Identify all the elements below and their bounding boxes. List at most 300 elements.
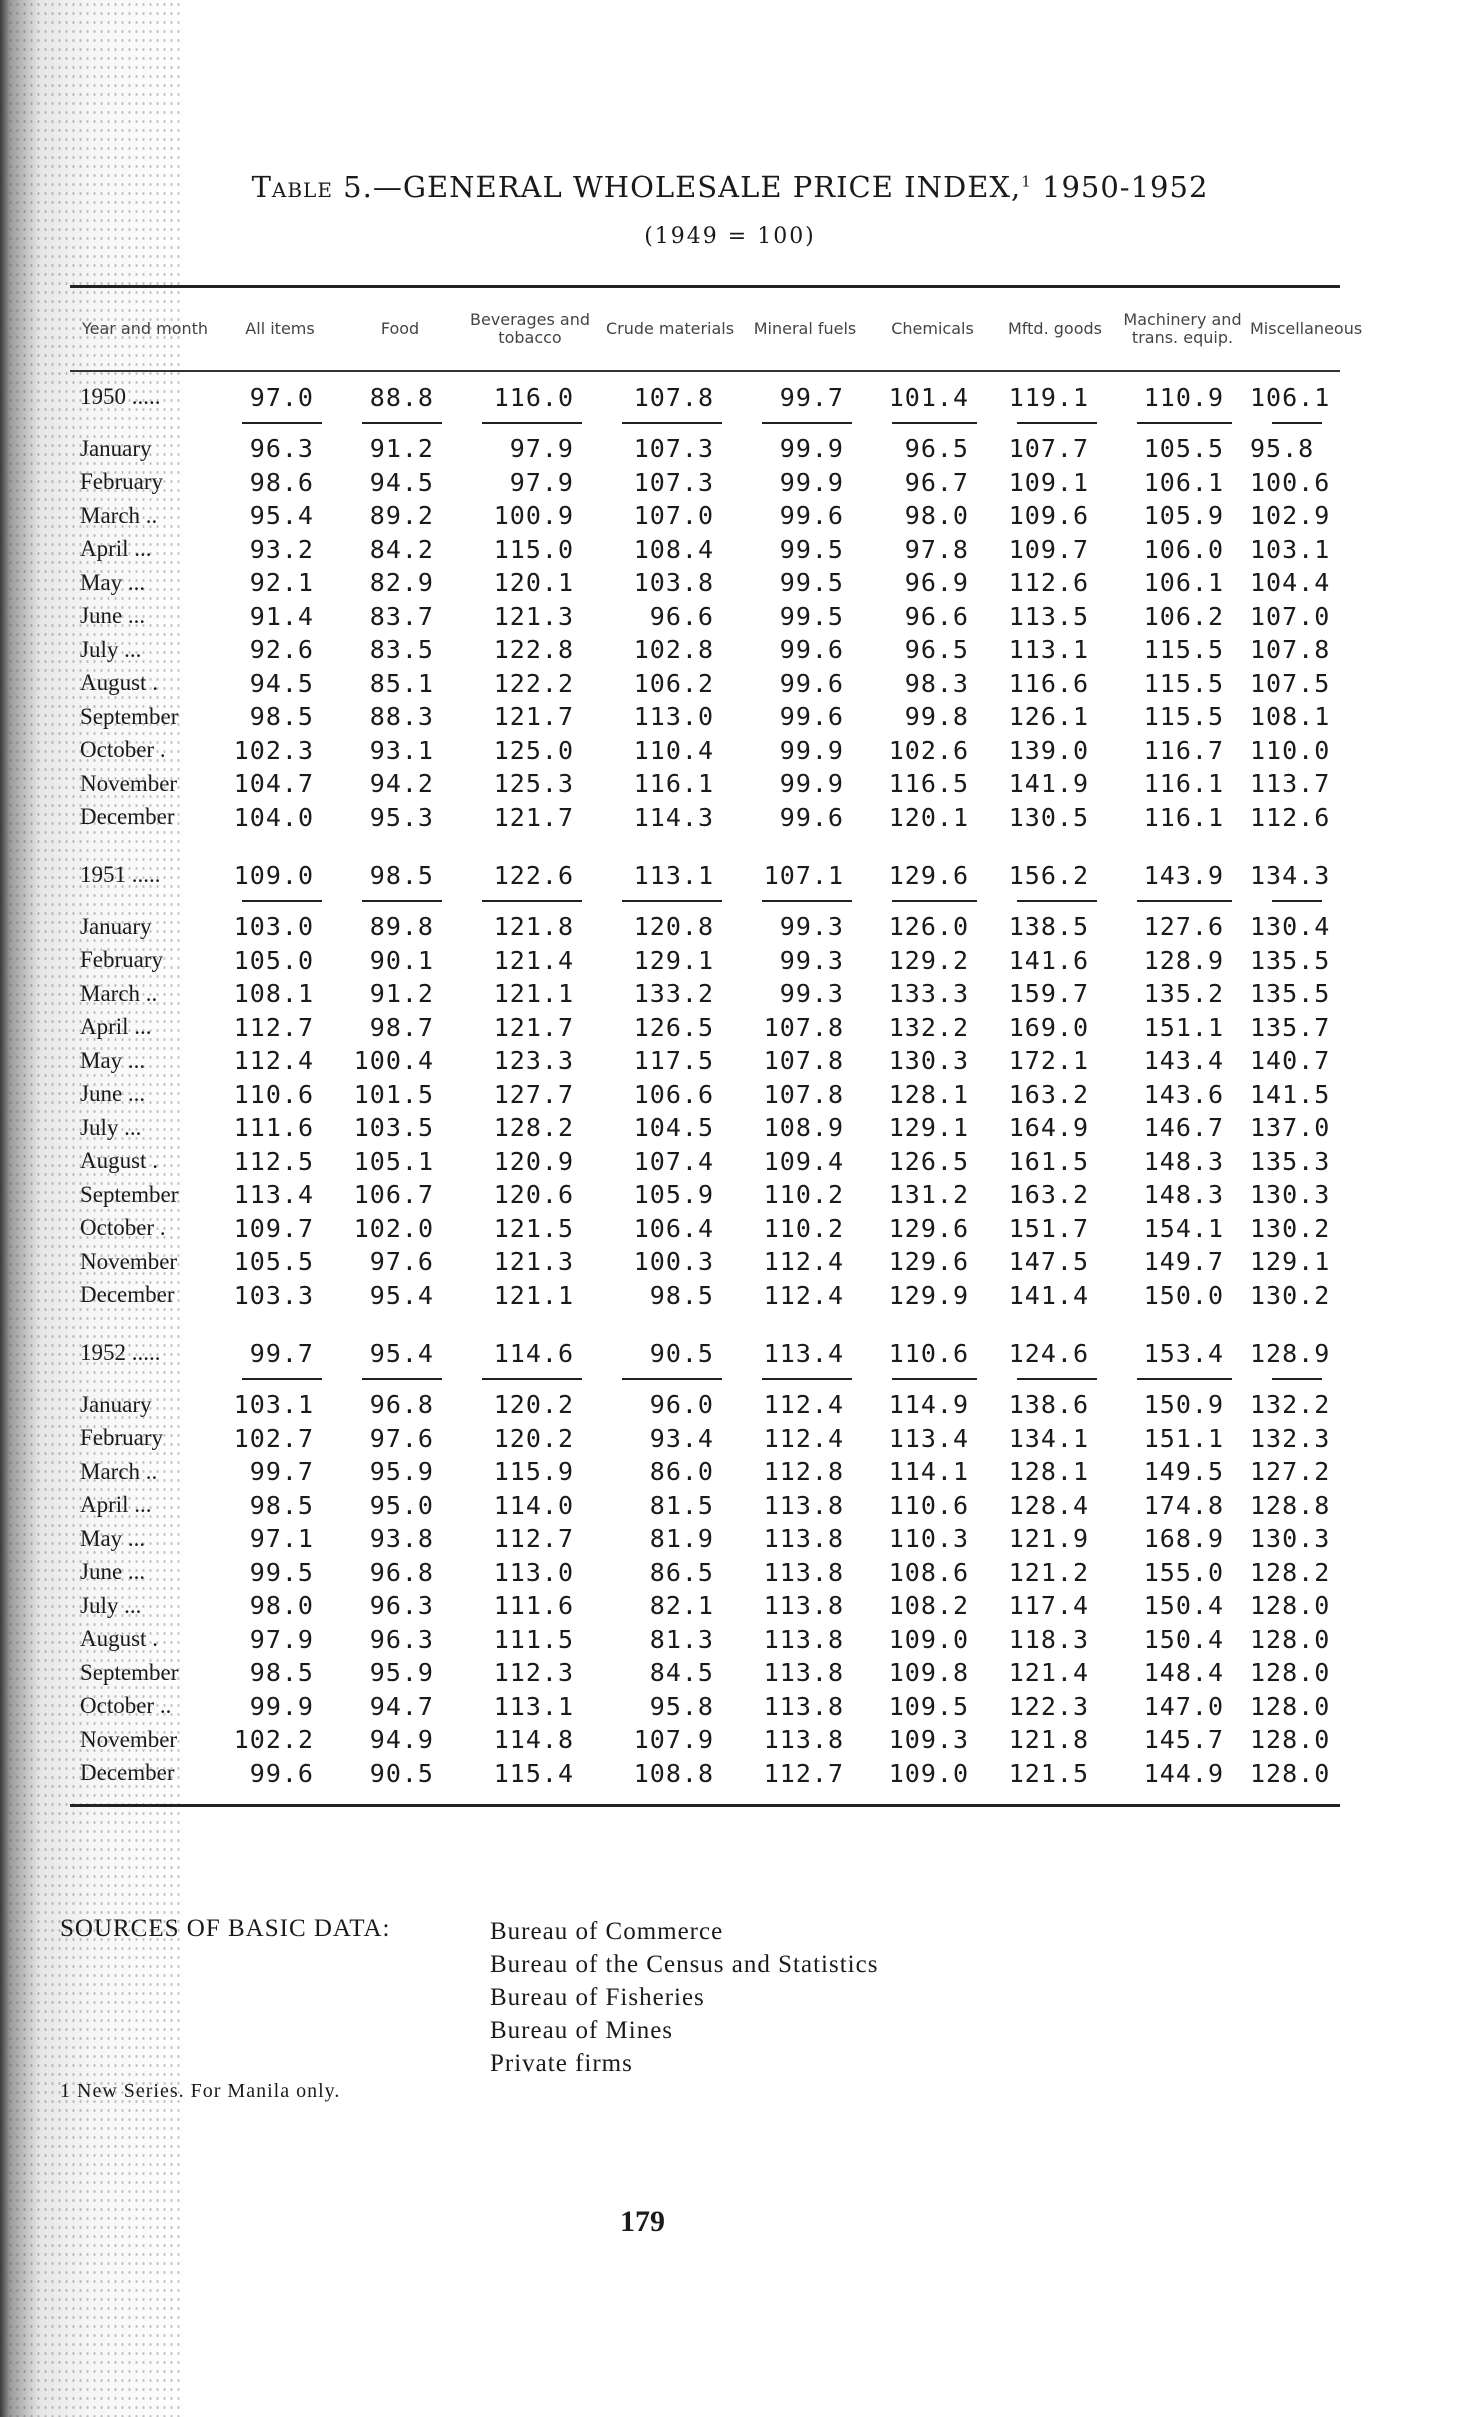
index-value: 135.7	[1250, 1012, 1331, 1042]
index-value: 97.9	[509, 467, 574, 497]
index-value: 96.5	[904, 635, 969, 665]
index-value: 127.7	[493, 1079, 574, 1109]
index-value: 82.9	[369, 568, 434, 598]
index-value: 120.2	[493, 1423, 574, 1453]
column-header: Machinery and trans. equip.	[1123, 310, 1242, 347]
index-value: 88.8	[369, 382, 434, 412]
index-value: 120.8	[633, 912, 714, 942]
index-value: 140.7	[1250, 1046, 1331, 1076]
index-value: 107.7	[1008, 434, 1089, 464]
index-value: 121.1	[493, 1280, 574, 1310]
sources-label: SOURCES OF BASIC DATA:	[60, 1915, 391, 1942]
column-header: Food	[380, 319, 420, 338]
index-value: 145.7	[1143, 1725, 1224, 1755]
index-value: 96.6	[904, 601, 969, 631]
month-row	[70, 1011, 1340, 1045]
base-period: (1949 = 100)	[644, 224, 816, 249]
month-row	[70, 566, 1340, 600]
row-label: May ...	[80, 569, 146, 595]
index-value: 128.1	[888, 1079, 969, 1109]
index-value: 105.0	[233, 945, 314, 975]
index-value: 130.4	[1250, 912, 1331, 942]
index-value: 101.5	[353, 1079, 434, 1109]
index-value: 96.8	[369, 1557, 434, 1587]
month-row	[70, 1078, 1340, 1112]
row-label: December	[80, 1282, 175, 1308]
index-value: 109.1	[1008, 467, 1089, 497]
row-label: August .	[80, 1148, 158, 1174]
index-value: 98.5	[249, 702, 314, 732]
index-value: 128.0	[1250, 1658, 1331, 1688]
underline-mark	[622, 900, 722, 902]
index-value: 163.2	[1008, 1079, 1089, 1109]
month-row	[70, 1623, 1340, 1657]
index-value: 104.0	[233, 802, 314, 832]
sources-list	[490, 1915, 878, 2080]
index-value: 110.6	[233, 1079, 314, 1109]
index-value: 109.0	[233, 860, 314, 890]
section-gap	[70, 834, 1340, 850]
row-label: May ...	[80, 1047, 146, 1073]
index-value: 126.1	[1008, 702, 1089, 732]
annual-underline	[70, 422, 1340, 432]
index-value: 147.0	[1143, 1691, 1224, 1721]
month-row	[70, 1656, 1340, 1690]
index-value: 99.9	[779, 769, 844, 799]
index-value: 99.8	[904, 702, 969, 732]
index-value: 91.2	[369, 979, 434, 1009]
month-row	[70, 600, 1340, 634]
underline-mark	[762, 422, 852, 424]
annual-underline	[70, 1378, 1340, 1388]
index-value: 112.6	[1008, 568, 1089, 598]
index-value: 115.9	[493, 1457, 574, 1487]
index-value: 97.1	[249, 1524, 314, 1554]
index-value: 149.7	[1143, 1247, 1224, 1277]
title-main: GENERAL WHOLESALE PRICE INDEX,	[402, 170, 1022, 204]
index-value: 88.3	[369, 702, 434, 732]
index-value: 93.4	[649, 1423, 714, 1453]
index-value: 114.0	[493, 1490, 574, 1520]
index-value: 93.2	[249, 534, 314, 564]
row-label: March ..	[80, 980, 158, 1006]
index-value: 95.4	[249, 501, 314, 531]
underline-mark	[892, 1378, 977, 1380]
section-gap	[70, 1312, 1340, 1328]
column-header: Year and month	[81, 319, 209, 338]
index-value: 129.1	[1250, 1247, 1331, 1277]
column-header: Beverages and tobacco	[469, 310, 591, 347]
index-value: 128.0	[1250, 1758, 1331, 1788]
index-value: 82.1	[649, 1591, 714, 1621]
index-value: 109.3	[888, 1725, 969, 1755]
index-value: 95.9	[369, 1457, 434, 1487]
title-years: 1950-1952	[1042, 170, 1209, 204]
index-value: 109.7	[1008, 534, 1089, 564]
index-value: 113.8	[763, 1658, 844, 1688]
index-value: 107.3	[633, 467, 714, 497]
row-label: September	[80, 703, 179, 729]
row-label: January	[80, 913, 152, 939]
index-value: 151.1	[1143, 1423, 1224, 1453]
index-value: 108.6	[888, 1557, 969, 1587]
index-value: 116.1	[1143, 769, 1224, 799]
column-header: Chemicals	[891, 319, 974, 338]
index-value: 106.4	[633, 1213, 714, 1243]
index-value: 104.5	[633, 1113, 714, 1143]
underline-mark	[242, 1378, 322, 1380]
month-row	[70, 1044, 1340, 1078]
month-row	[70, 1212, 1340, 1246]
index-value: 137.0	[1250, 1113, 1331, 1143]
underline-mark	[362, 900, 442, 902]
index-value: 84.2	[369, 534, 434, 564]
index-value: 123.3	[493, 1046, 574, 1076]
index-value: 108.8	[633, 1758, 714, 1788]
index-value: 141.5	[1250, 1079, 1331, 1109]
index-value: 128.0	[1250, 1725, 1331, 1755]
index-value: 133.3	[888, 979, 969, 1009]
index-value: 106.0	[1143, 534, 1224, 564]
month-row	[70, 910, 1340, 944]
index-value: 116.1	[1143, 802, 1224, 832]
month-row	[70, 533, 1340, 567]
table-body	[70, 372, 1340, 1790]
index-value: 114.8	[493, 1725, 574, 1755]
index-value: 135.5	[1250, 945, 1331, 975]
index-value: 96.0	[649, 1390, 714, 1420]
index-value: 96.3	[369, 1624, 434, 1654]
index-value: 110.9	[1143, 382, 1224, 412]
index-value: 132.3	[1250, 1423, 1331, 1453]
table-title	[205, 170, 1255, 204]
index-value: 153.4	[1143, 1338, 1224, 1368]
index-value: 113.8	[763, 1557, 844, 1587]
index-value: 121.8	[493, 912, 574, 942]
index-value: 112.3	[493, 1658, 574, 1688]
index-value: 143.4	[1143, 1046, 1224, 1076]
index-value: 106.6	[633, 1079, 714, 1109]
index-value: 138.5	[1008, 912, 1089, 942]
index-value: 99.5	[779, 568, 844, 598]
source-item: Private firms	[490, 2050, 633, 2077]
index-value: 113.7	[1250, 769, 1331, 799]
index-value: 122.3	[1008, 1691, 1089, 1721]
row-label: December	[80, 1760, 175, 1786]
row-label: December	[80, 804, 175, 830]
index-value: 102.6	[888, 735, 969, 765]
index-value: 100.4	[353, 1046, 434, 1076]
index-value: 121.7	[493, 702, 574, 732]
index-value: 143.6	[1143, 1079, 1224, 1109]
index-value: 168.9	[1143, 1524, 1224, 1554]
month-row	[70, 944, 1340, 978]
month-row	[70, 977, 1340, 1011]
index-value: 148.4	[1143, 1658, 1224, 1688]
index-value: 112.7	[233, 1012, 314, 1042]
index-value: 108.4	[633, 534, 714, 564]
index-value: 106.1	[1250, 382, 1331, 412]
index-value: 86.0	[649, 1457, 714, 1487]
index-value: 143.9	[1143, 860, 1224, 890]
index-value: 144.9	[1143, 1758, 1224, 1788]
month-row	[70, 1455, 1340, 1489]
index-value: 130.3	[888, 1046, 969, 1076]
index-value: 110.2	[763, 1213, 844, 1243]
index-value: 129.1	[888, 1113, 969, 1143]
footnote: 1 New Series. For Manila only.	[60, 2080, 341, 2102]
index-value: 169.0	[1008, 1012, 1089, 1042]
index-value: 111.6	[493, 1591, 574, 1621]
index-value: 151.1	[1143, 1012, 1224, 1042]
index-value: 129.6	[888, 1213, 969, 1243]
index-value: 120.6	[493, 1180, 574, 1210]
index-value: 134.3	[1250, 860, 1331, 890]
index-value: 103.0	[233, 912, 314, 942]
index-value: 115.5	[1143, 668, 1224, 698]
index-value: 148.3	[1143, 1180, 1224, 1210]
index-value: 129.1	[633, 945, 714, 975]
index-value: 135.3	[1250, 1146, 1331, 1176]
index-value: 105.5	[233, 1247, 314, 1277]
index-value: 126.5	[633, 1012, 714, 1042]
index-value: 150.0	[1143, 1280, 1224, 1310]
underline-mark	[1272, 422, 1322, 424]
index-value: 112.7	[763, 1758, 844, 1788]
index-value: 112.5	[233, 1146, 314, 1176]
index-value: 103.1	[1250, 534, 1331, 564]
index-value: 114.9	[888, 1390, 969, 1420]
index-value: 81.3	[649, 1624, 714, 1654]
index-value: 98.0	[249, 1591, 314, 1621]
index-value: 115.0	[493, 534, 574, 564]
row-label: September	[80, 1181, 179, 1207]
month-row	[70, 1723, 1340, 1757]
index-value: 95.3	[369, 802, 434, 832]
index-value: 94.5	[369, 467, 434, 497]
row-label: October .	[80, 1215, 166, 1241]
row-label: January	[80, 435, 152, 461]
row-label: April ...	[80, 1014, 152, 1040]
index-value: 96.7	[904, 467, 969, 497]
index-value: 98.3	[904, 668, 969, 698]
month-row	[70, 700, 1340, 734]
index-value: 141.9	[1008, 769, 1089, 799]
index-value: 93.8	[369, 1524, 434, 1554]
index-value: 93.1	[369, 735, 434, 765]
index-value: 156.2	[1008, 860, 1089, 890]
index-value: 96.3	[249, 434, 314, 464]
index-value: 109.7	[233, 1213, 314, 1243]
index-value: 98.5	[249, 1658, 314, 1688]
index-value: 125.3	[493, 769, 574, 799]
index-value: 121.9	[1008, 1524, 1089, 1554]
index-value: 96.8	[369, 1390, 434, 1420]
underline-mark	[1272, 1378, 1322, 1380]
index-value: 108.2	[888, 1591, 969, 1621]
index-value: 107.8	[1250, 635, 1331, 665]
index-value: 113.8	[763, 1624, 844, 1654]
index-value: 100.3	[633, 1247, 714, 1277]
index-value: 150.9	[1143, 1390, 1224, 1420]
row-label: September	[80, 1659, 179, 1685]
index-value: 121.7	[493, 1012, 574, 1042]
row-label: March ..	[80, 502, 158, 528]
index-value: 130.3	[1250, 1180, 1331, 1210]
index-value: 120.1	[888, 802, 969, 832]
index-value: 135.2	[1143, 979, 1224, 1009]
table-header	[70, 288, 1363, 370]
index-value: 128.0	[1250, 1624, 1331, 1654]
month-row	[70, 734, 1340, 768]
index-value: 95.0	[369, 1490, 434, 1520]
index-value: 132.2	[1250, 1390, 1331, 1420]
index-value: 97.8	[904, 534, 969, 564]
row-label: July ...	[80, 636, 142, 662]
source-item: Bureau of Commerce	[490, 1918, 724, 1945]
month-row	[70, 1522, 1340, 1556]
index-value: 128.9	[1250, 1338, 1331, 1368]
index-value: 126.5	[888, 1146, 969, 1176]
index-value: 99.9	[779, 467, 844, 497]
index-value: 116.5	[888, 769, 969, 799]
index-value: 99.3	[779, 912, 844, 942]
index-value: 105.9	[1143, 501, 1224, 531]
index-value: 128.8	[1250, 1490, 1331, 1520]
index-value: 97.6	[369, 1423, 434, 1453]
index-value: 127.2	[1250, 1457, 1331, 1487]
row-label: October ..	[80, 1693, 172, 1719]
index-value: 91.2	[369, 434, 434, 464]
row-label: May ...	[80, 1525, 146, 1551]
row-label: 1950 .....	[80, 384, 161, 409]
row-label: April ...	[80, 536, 152, 562]
index-value: 161.5	[1008, 1146, 1089, 1176]
row-label: April ...	[80, 1492, 152, 1518]
index-value: 120.9	[493, 1146, 574, 1176]
row-label: February	[80, 469, 164, 495]
month-row	[70, 1245, 1340, 1279]
table-number: Table 5.—	[251, 170, 403, 204]
index-value: 129.6	[888, 1247, 969, 1277]
index-value: 111.5	[493, 1624, 574, 1654]
index-value: 96.5	[904, 434, 969, 464]
index-value: 99.5	[249, 1557, 314, 1587]
index-value: 112.4	[763, 1247, 844, 1277]
underline-mark	[892, 900, 977, 902]
column-header: Miscellaneous	[1250, 319, 1363, 338]
index-value: 97.9	[509, 434, 574, 464]
index-value: 129.2	[888, 945, 969, 975]
index-value: 81.9	[649, 1524, 714, 1554]
index-value: 98.6	[249, 467, 314, 497]
index-value: 128.1	[1008, 1457, 1089, 1487]
index-value: 121.3	[493, 1247, 574, 1277]
index-value: 129.9	[888, 1280, 969, 1310]
source-item: Bureau of Fisheries	[490, 1984, 705, 2011]
price-index-table	[70, 285, 1363, 1807]
index-value: 121.3	[493, 601, 574, 631]
index-value: 100.6	[1250, 467, 1331, 497]
index-value: 102.2	[233, 1725, 314, 1755]
index-value: 122.2	[493, 668, 574, 698]
index-value: 107.9	[633, 1725, 714, 1755]
index-value: 104.4	[1250, 568, 1331, 598]
index-value: 83.5	[369, 635, 434, 665]
underline-mark	[482, 900, 582, 902]
index-value: 97.9	[249, 1624, 314, 1654]
underline-mark	[1017, 1378, 1097, 1380]
index-value: 94.9	[369, 1725, 434, 1755]
index-value: 110.6	[888, 1338, 969, 1368]
index-value: 115.5	[1143, 635, 1224, 665]
index-value: 102.8	[633, 635, 714, 665]
index-value: 128.2	[1250, 1557, 1331, 1587]
index-value: 99.5	[779, 534, 844, 564]
row-label: February	[80, 1425, 164, 1451]
index-value: 96.3	[369, 1591, 434, 1621]
row-label: August .	[80, 1626, 158, 1652]
index-value: 141.4	[1008, 1280, 1089, 1310]
index-value: 146.7	[1143, 1113, 1224, 1143]
index-value: 98.7	[369, 1012, 434, 1042]
index-value: 112.4	[763, 1390, 844, 1420]
index-value: 114.1	[888, 1457, 969, 1487]
month-row	[70, 633, 1340, 667]
index-value: 128.9	[1143, 945, 1224, 975]
index-value: 107.8	[633, 382, 714, 412]
index-value: 95.8	[1250, 434, 1315, 464]
index-value: 99.6	[779, 635, 844, 665]
row-label: June ...	[80, 1559, 146, 1585]
index-value: 99.9	[779, 434, 844, 464]
index-value: 110.2	[763, 1180, 844, 1210]
index-value: 113.4	[763, 1338, 844, 1368]
index-value: 121.2	[1008, 1557, 1089, 1587]
row-label: July ...	[80, 1114, 142, 1140]
index-value: 113.1	[633, 860, 714, 890]
index-value: 105.1	[353, 1146, 434, 1176]
index-value: 113.1	[493, 1691, 574, 1721]
index-value: 84.5	[649, 1658, 714, 1688]
index-value: 94.5	[249, 668, 314, 698]
index-value: 110.4	[633, 735, 714, 765]
index-value: 141.6	[1008, 945, 1089, 975]
row-label: 1951 .....	[80, 862, 161, 887]
underline-mark	[1272, 900, 1322, 902]
index-value: 105.9	[633, 1180, 714, 1210]
index-value: 99.6	[779, 501, 844, 531]
index-value: 124.6	[1008, 1338, 1089, 1368]
index-value: 120.2	[493, 1390, 574, 1420]
month-row	[70, 1178, 1340, 1212]
index-value: 107.0	[1250, 601, 1331, 631]
index-value: 98.5	[249, 1490, 314, 1520]
index-value: 99.6	[249, 1758, 314, 1788]
index-value: 130.5	[1008, 802, 1089, 832]
index-value: 99.9	[249, 1691, 314, 1721]
index-value: 113.8	[763, 1725, 844, 1755]
index-value: 90.5	[649, 1338, 714, 1368]
month-row	[70, 1388, 1340, 1422]
index-value: 131.2	[888, 1180, 969, 1210]
page-number: 179	[620, 2205, 665, 2238]
index-value: 98.5	[369, 860, 434, 890]
index-value: 121.1	[493, 979, 574, 1009]
index-value: 113.5	[1008, 601, 1089, 631]
index-value: 172.1	[1008, 1046, 1089, 1076]
row-label: March ..	[80, 1458, 158, 1484]
